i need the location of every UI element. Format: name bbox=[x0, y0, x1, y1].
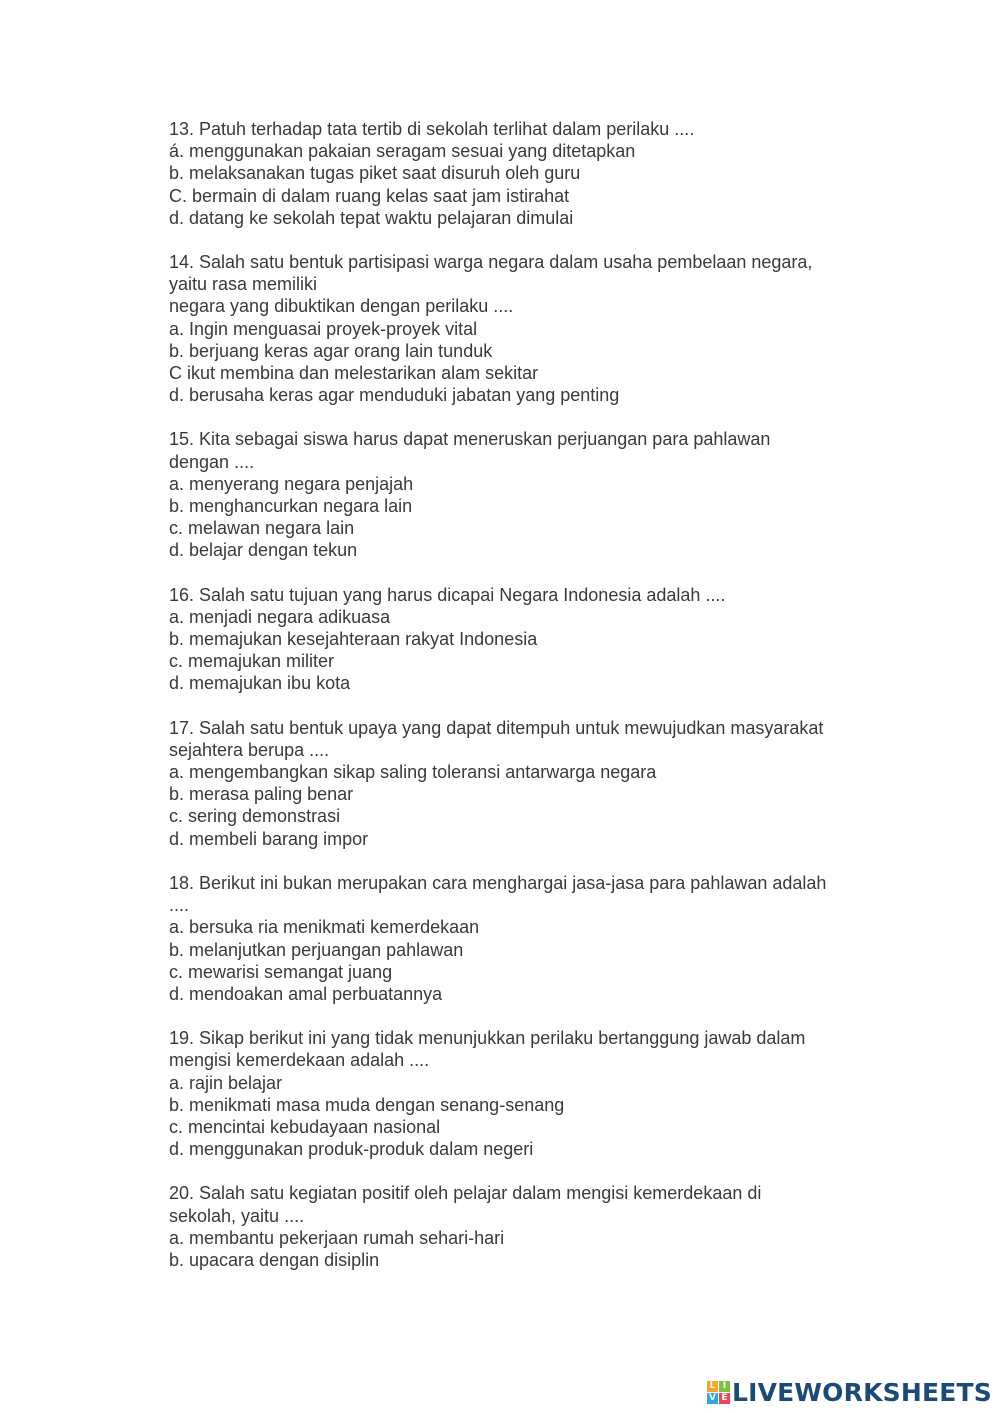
question-19 bbox=[169, 1027, 889, 1160]
answer-option-a: a. rajin belajar bbox=[169, 1072, 283, 1093]
question-14 bbox=[169, 251, 889, 406]
question-text-continued: sejahtera berupa .... bbox=[169, 739, 330, 760]
logo-block-v: V bbox=[707, 1393, 718, 1404]
answer-option-a: a. mengembangkan sikap saling toleransi antarwarga negara bbox=[169, 762, 657, 783]
answer-option-d: d. berusaha keras agar menduduki jabatan yang penting bbox=[169, 385, 620, 406]
logo-block-i: I bbox=[719, 1381, 730, 1392]
answer-option-c: C. bermain di dalam ruang kelas saat jam istirahat bbox=[169, 185, 570, 206]
answer-option-d: d. membeli barang impor bbox=[169, 828, 369, 849]
answer-option-b: b. merasa paling benar bbox=[169, 784, 354, 805]
question-15 bbox=[169, 428, 889, 561]
logo-block-e: E bbox=[719, 1393, 730, 1404]
answer-option-c: c. mewarisi semangat juang bbox=[169, 961, 393, 982]
worksheet-content bbox=[169, 118, 889, 1293]
liveworksheets-logo bbox=[707, 1379, 992, 1405]
answer-option-c: c. melawan negara lain bbox=[169, 518, 355, 539]
question-text: 18. Berikut ini bukan merupakan cara menghargai jasa-jasa para pahlawan adalah bbox=[169, 872, 827, 893]
question-13 bbox=[169, 118, 889, 229]
logo-block-l: L bbox=[707, 1381, 718, 1392]
question-text-continued: sekolah, yaitu .... bbox=[169, 1205, 305, 1226]
question-16 bbox=[169, 584, 889, 695]
question-text-continued: .... bbox=[169, 895, 190, 916]
question-text-continued: yaitu rasa memiliki bbox=[169, 274, 318, 295]
question-text: 15. Kita sebagai siswa harus dapat meneruskan perjuangan para pahlawan bbox=[169, 429, 771, 450]
question-text: 14. Salah satu bentuk partisipasi warga negara dalam usaha pembelaan negara, bbox=[169, 252, 813, 273]
answer-option-c: c. mencintai kebudayaan nasional bbox=[169, 1116, 441, 1137]
answer-option-b: b. menikmati masa muda dengan senang-senang bbox=[169, 1094, 565, 1115]
question-text-continued: mengisi kemerdekaan adalah .... bbox=[169, 1050, 430, 1071]
question-text: 19. Sikap berikut ini yang tidak menunjukkan perilaku bertanggung jawab dalam bbox=[169, 1028, 806, 1049]
answer-option-d: d. mendoakan amal perbuatannya bbox=[169, 983, 443, 1004]
answer-option-a: á. menggunakan pakaian seragam sesuai yang ditetapkan bbox=[169, 141, 636, 162]
question-text-continued: dengan .... bbox=[169, 451, 255, 472]
question-text: 13. Patuh terhadap tata tertib di sekolah terlihat dalam perilaku .... bbox=[169, 119, 695, 139]
answer-option-d: d. belajar dengan tekun bbox=[169, 540, 358, 561]
answer-option-d: d. datang ke sekolah tepat waktu pelajaran dimulai bbox=[169, 207, 574, 228]
question-text-continued: negara yang dibuktikan dengan perilaku .... bbox=[169, 296, 514, 317]
answer-option-b: b. menghancurkan negara lain bbox=[169, 496, 413, 517]
answer-option-a: a. bersuka ria menikmati kemerdekaan bbox=[169, 917, 480, 938]
answer-option-a: a. menjadi negara adikuasa bbox=[169, 606, 391, 627]
answer-option-c: c. memajukan militer bbox=[169, 651, 335, 672]
question-text: 17. Salah satu bentuk upaya yang dapat ditempuh untuk mewujudkan masyarakat bbox=[169, 717, 824, 738]
answer-option-d: d. memajukan ibu kota bbox=[169, 673, 351, 694]
answer-option-d: d. menggunakan produk-produk dalam negeri bbox=[169, 1139, 534, 1160]
answer-option-c: c. sering demonstrasi bbox=[169, 806, 341, 827]
question-text: 16. Salah satu tujuan yang harus dicapai Negara Indonesia adalah .... bbox=[169, 584, 726, 605]
question-20 bbox=[169, 1182, 889, 1271]
answer-option-a: a. membantu pekerjaan rumah sehari-hari bbox=[169, 1227, 505, 1248]
answer-option-b: b. upacara dengan disiplin bbox=[169, 1249, 380, 1270]
question-17 bbox=[169, 717, 889, 850]
answer-option-a: a. Ingin menguasai proyek-proyek vital bbox=[169, 318, 478, 339]
answer-option-a: a. menyerang negara penjajah bbox=[169, 473, 414, 494]
answer-option-b: b. melaksanakan tugas piket saat disuruh oleh guru bbox=[169, 163, 581, 184]
brand-wordmark: LIVEWORKSHEETS bbox=[731, 1377, 992, 1407]
answer-option-c: C ikut membina dan melestarikan alam sekitar bbox=[169, 363, 539, 384]
answer-option-b: b. memajukan kesejahteraan rakyat Indonesia bbox=[169, 629, 538, 650]
question-18 bbox=[169, 872, 889, 1005]
answer-option-b: b. melanjutkan perjuangan pahlawan bbox=[169, 939, 464, 960]
question-text: 20. Salah satu kegiatan positif oleh pelajar dalam mengisi kemerdekaan di bbox=[169, 1183, 762, 1204]
answer-option-b: b. berjuang keras agar orang lain tunduk bbox=[169, 340, 493, 361]
live-blocks-icon bbox=[707, 1381, 730, 1404]
